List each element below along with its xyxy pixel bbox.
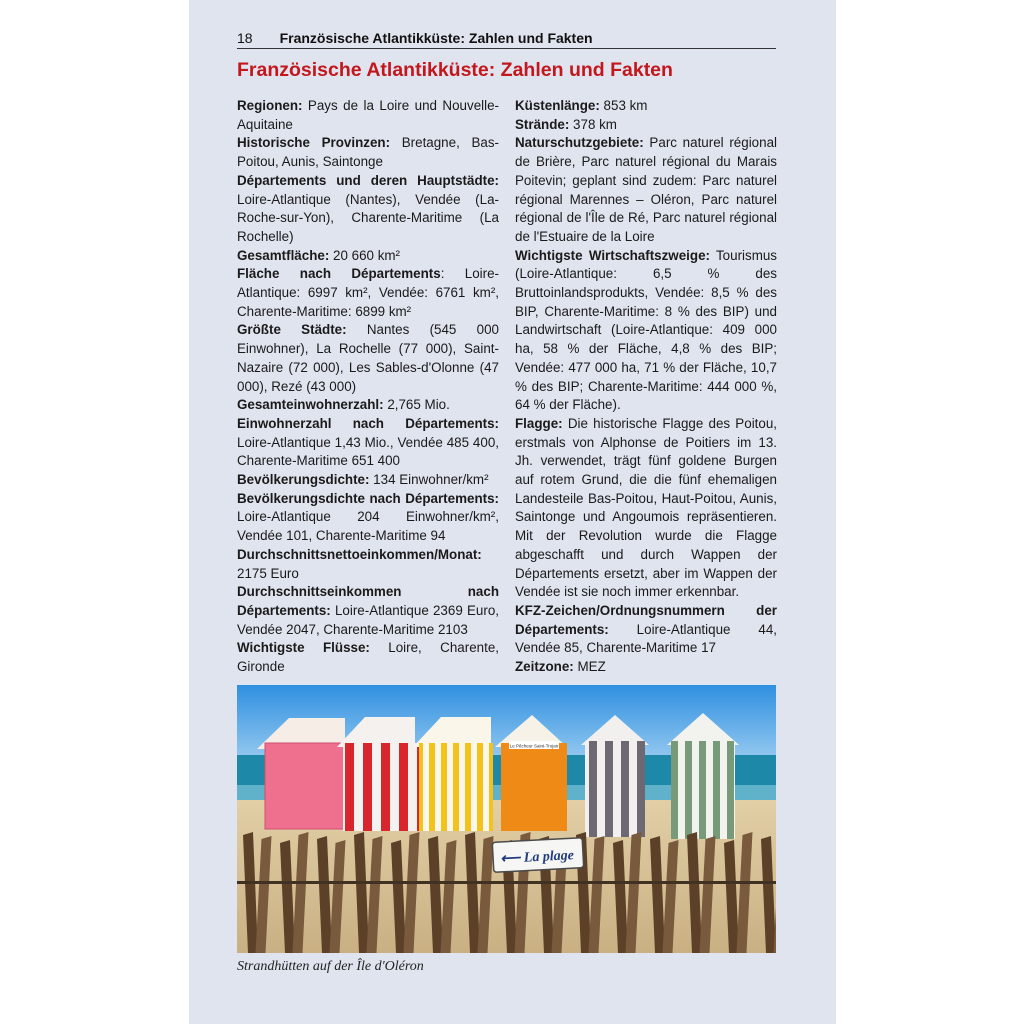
fact-label: Flagge: xyxy=(515,415,563,431)
fact-text: 378 km xyxy=(569,116,617,132)
right-column xyxy=(515,97,777,677)
fact-entry xyxy=(515,658,777,677)
fact-label: Einwohnerzahl nach Départements: xyxy=(237,415,499,431)
fact-text: MEZ xyxy=(573,659,606,675)
fact-entry xyxy=(515,415,777,602)
beach-hut-red xyxy=(337,717,419,831)
fact-text: Pays de la Loire und Nouvelle-Aquitaine xyxy=(237,98,499,132)
fact-text: Loire-Atlantique 2369 Euro, Vendée 2047, Charente-Maritime 2103 xyxy=(237,602,499,637)
fact-text: Loire-Atlantique 44, Vendée 85, Charente-Maritime 17 xyxy=(515,621,777,656)
fact-entry xyxy=(515,116,777,135)
fact-label: Zeitzone: xyxy=(515,659,574,675)
fact-text: 2,765 Mio. xyxy=(383,397,450,413)
fact-entry xyxy=(237,396,499,415)
fact-text: Loire-Atlantique (Nantes), Vendée (La-Roche-sur-Yon), Charente-Maritime (La Rochelle) xyxy=(237,191,499,244)
fact-entry xyxy=(237,415,499,471)
fact-entry xyxy=(237,172,499,247)
fact-entry xyxy=(237,265,499,321)
fact-entry xyxy=(237,546,499,583)
fact-text: Loire-Atlantique 204 Einwohner/km², Vendée 101, Charente-Maritime 94 xyxy=(237,509,499,544)
fact-label: Bevölkerungsdichte: xyxy=(237,472,370,488)
fact-label: Gesamteinwohnerzahl: xyxy=(237,397,384,413)
fact-text: Die historische Flagge des Poitou, erstmals von Alphonse de Poitiers im 13. Jh. verwendet, trägt fünf goldene Burgen auf rotem Grund, die die fünf ehemaligen Landesteile Bas-Poitou, Haut-Poitou, Aunis, Saintonge und Angoumois repräsentieren. Mit der Revolution wurde die Flagge abgeschafft und durch Wappen der Départements ersetzt, aber im Wappen der Vendée ist sie noch immer erkennbar. xyxy=(515,415,777,600)
fact-entry xyxy=(237,583,499,639)
la-plage-sign-text: ⟵ La plage xyxy=(499,848,575,867)
fact-text: 853 km xyxy=(599,98,648,113)
fact-text: 134 Einwohner/km² xyxy=(369,472,489,488)
fact-label: Naturschutzgebiete: xyxy=(515,135,644,151)
fact-text: Loire-Atlantique 1,43 Mio., Vendée 485 400, Charente-Maritime 651 400 xyxy=(237,434,499,469)
beach-huts-photo xyxy=(237,685,776,953)
book-page xyxy=(189,0,836,1024)
fact-text: Nantes (545 000 Einwohner), La Rochelle (77 000), Saint-Nazaire (72 000), Les Sables-d'Olonne (47 000), Rezé (43 000) xyxy=(237,322,499,394)
fact-label: Historische Provinzen: xyxy=(237,135,391,151)
fact-entry xyxy=(515,134,777,246)
la-plage-sign[interactable] xyxy=(492,838,583,873)
fact-entry xyxy=(237,321,499,396)
fact-entry xyxy=(237,639,499,676)
fact-entry xyxy=(237,471,499,490)
fact-label: Wichtigste Wirtschaftszweige: xyxy=(515,247,710,263)
fact-text: 20 660 km² xyxy=(329,247,401,263)
photo-caption: Strandhütten auf der Île d'Oléron xyxy=(237,959,424,974)
fact-entry xyxy=(237,490,499,546)
fact-text: 2175 Euro xyxy=(237,565,299,581)
fence-wire xyxy=(237,881,776,884)
fact-label: Wichtigste Flüsse: xyxy=(237,640,370,656)
fact-text: Parc naturel régional de Brière, Parc naturel régional du Marais Poitevin; geplant sind zudem: Parc naturel régional Marennes – Oléron, Parc naturel régional de l'Île de Ré, Parc naturel régional de l'Estuaire de la Loire xyxy=(515,135,777,244)
hut-sign: Le Pêcheur Saint-Trojan xyxy=(509,743,559,749)
page-number: 18 xyxy=(237,30,253,46)
fact-entry xyxy=(237,134,499,171)
fact-text: Tourismus (Loire-Atlantique: 6,5 % des Bruttoinlandsprodukts, Vendée: 8,5 % des BIP, Charente-Maritime: 8 % des BIP) und Landwirtschaft (Loire-Atlantique: 409 000 ha, 58 % der Fläche, 4,8 % des BIP; Vendée: 477 000 ha, 71 % der Fläche, 10,7 % des BIP; Charente-Maritime: 444 000 %, 64 % der Fläche). xyxy=(515,247,777,413)
fact-label: Regionen: xyxy=(237,98,303,113)
running-title: Französische Atlantikküste: Zahlen und Fakten xyxy=(279,30,593,46)
fact-entry xyxy=(237,97,499,134)
fact-label: Bevölkerungsdichte nach Départements: xyxy=(237,490,499,506)
page-title: Französische Atlantikküste: Zahlen und Fakten xyxy=(237,59,673,81)
fact-label: Strände: xyxy=(515,116,570,132)
fact-label: Gesamtfläche: xyxy=(237,247,330,263)
fact-text: Bretagne, Bas-Poitou, Aunis, Saintonge xyxy=(237,135,499,170)
fact-text: Loire, Charente, Gironde xyxy=(237,640,499,675)
fact-entry xyxy=(515,97,777,116)
fact-label: Départements und deren Hauptstädte: xyxy=(237,172,499,188)
fact-label: KFZ-Zeichen/Ordnungsnummern der Départements: xyxy=(515,602,777,637)
fact-entry xyxy=(237,247,499,266)
fact-text: : Loire-Atlantique: 6997 km², Vendée: 6761 km², Charente-Maritime: 6899 km² xyxy=(237,266,499,319)
fact-entry xyxy=(515,602,777,658)
fact-label: Küstenlänge: xyxy=(515,98,600,113)
fact-label: Größte Städte: xyxy=(237,322,347,338)
fact-label: Durchschnittsnettoeinkommen/Monat: xyxy=(237,546,482,562)
left-column xyxy=(237,97,499,677)
fact-label: Durchschnittseinkommen nach Départements: xyxy=(237,584,499,618)
running-header xyxy=(237,30,776,49)
fact-label: Fläche nach Départements xyxy=(237,266,441,282)
fact-entry xyxy=(515,247,777,415)
beach-huts-illustration xyxy=(237,685,776,953)
